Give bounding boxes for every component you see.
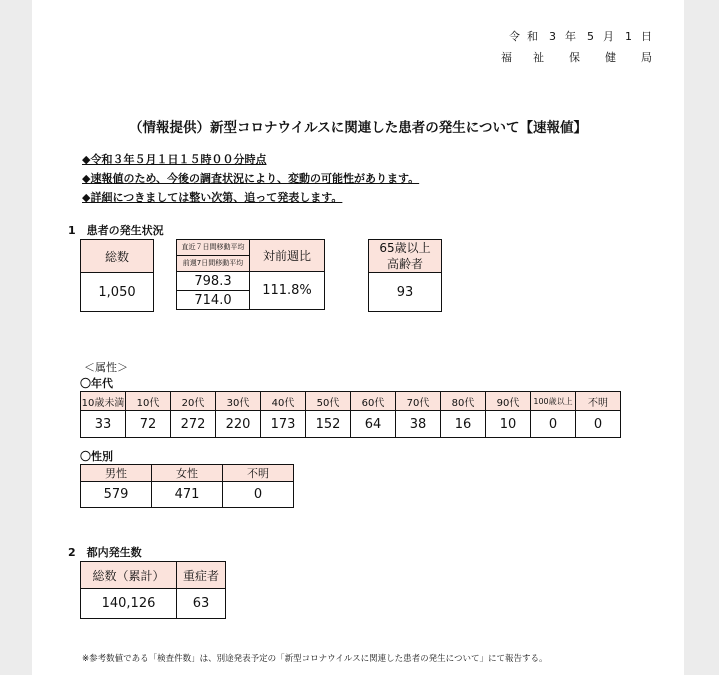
gender-heading: 〇性別	[80, 450, 113, 463]
ratio-label: 対前週比	[250, 240, 325, 272]
age-label: 60代	[351, 392, 396, 411]
age-heading: 〇年代	[80, 377, 113, 390]
bullet-item: ◆令和３年５月１日１５時００分時点	[82, 153, 267, 166]
age-value: 272	[171, 411, 216, 438]
section1-heading: 1 患者の発生状況	[68, 224, 164, 237]
bullet-item: ◆速報値のため、今後の調査状況により、変動の可能性があります。	[82, 172, 420, 185]
age-label: 10歳未満	[81, 392, 126, 411]
gender-value: 0	[223, 482, 294, 508]
elderly-table	[368, 239, 442, 312]
gender-label: 不明	[223, 465, 294, 482]
age-label: 30代	[216, 392, 261, 411]
avg-prev-label: 前週7日間移動平均	[177, 256, 250, 272]
ratio-value: 111.8%	[250, 272, 325, 310]
bureau-char: 福	[501, 51, 514, 64]
age-label: 不明	[576, 392, 621, 411]
age-label: 20代	[171, 392, 216, 411]
severe-value: 63	[177, 589, 226, 619]
avg-recent-value: 798.3	[177, 272, 250, 291]
age-value: 0	[531, 411, 576, 438]
age-label: 100歳以上	[531, 392, 576, 411]
age-label: 10代	[126, 392, 171, 411]
notice-bullets	[82, 150, 419, 207]
bureau-char: 局	[641, 51, 654, 64]
severe-label: 重症者	[177, 562, 226, 589]
date-line	[490, 26, 654, 47]
age-value: 10	[486, 411, 531, 438]
avg-prev-value: 714.0	[177, 291, 250, 310]
gender-label: 男性	[81, 465, 152, 482]
document-page	[32, 0, 684, 675]
bullet-item: ◆詳細につきましては整い次第、追って発表します。	[82, 191, 343, 204]
gender-table	[80, 464, 294, 508]
age-value: 16	[441, 411, 486, 438]
tokyo-cases-table	[80, 561, 226, 619]
gender-label: 女性	[152, 465, 223, 482]
age-label: 50代	[306, 392, 351, 411]
elderly-value: 93	[369, 273, 442, 312]
age-table	[80, 391, 621, 438]
attributes-heading: ＜属性＞	[84, 361, 128, 374]
date-char: 1	[625, 30, 634, 43]
date-char: 年	[565, 30, 578, 43]
footnote: ※参考数値である「検査件数」は、別途発表予定の「新型コロナウイルスに関連した患者の発生について」にて報告する。	[82, 654, 548, 664]
document-title: （情報提供）新型コロナウイルスに関連した患者の発生について【速報値】	[129, 120, 587, 136]
date-char: 5	[587, 30, 596, 43]
section2-heading: 2 都内発生数	[68, 546, 142, 559]
date-char: 日	[641, 30, 654, 43]
age-value: 0	[576, 411, 621, 438]
age-label: 90代	[486, 392, 531, 411]
age-value: 173	[261, 411, 306, 438]
age-value: 38	[396, 411, 441, 438]
date-char: 令	[509, 30, 522, 43]
date-char: 和	[527, 30, 540, 43]
age-label: 80代	[441, 392, 486, 411]
age-value: 152	[306, 411, 351, 438]
bureau-char: 祉	[533, 51, 546, 64]
cumulative-value: 140,126	[81, 589, 177, 619]
age-label: 70代	[396, 392, 441, 411]
document-date-block	[490, 26, 654, 68]
age-value: 220	[216, 411, 261, 438]
bureau-char: 健	[605, 51, 618, 64]
age-value: 72	[126, 411, 171, 438]
total-label: 総数	[81, 240, 154, 273]
elderly-label: 65歳以上 高齢者	[369, 240, 442, 273]
cumulative-label: 総数（累計）	[81, 562, 177, 589]
date-char: 月	[603, 30, 616, 43]
gender-value: 579	[81, 482, 152, 508]
age-label: 40代	[261, 392, 306, 411]
age-value: 64	[351, 411, 396, 438]
moving-average-table	[176, 239, 325, 310]
total-value: 1,050	[81, 273, 154, 312]
bureau-line	[490, 47, 654, 68]
avg-recent-label: 直近７日間移動平均	[177, 240, 250, 256]
bureau-char: 保	[569, 51, 582, 64]
date-char: 3	[549, 30, 558, 43]
gender-value: 471	[152, 482, 223, 508]
patient-total-table	[80, 239, 154, 312]
age-value: 33	[81, 411, 126, 438]
